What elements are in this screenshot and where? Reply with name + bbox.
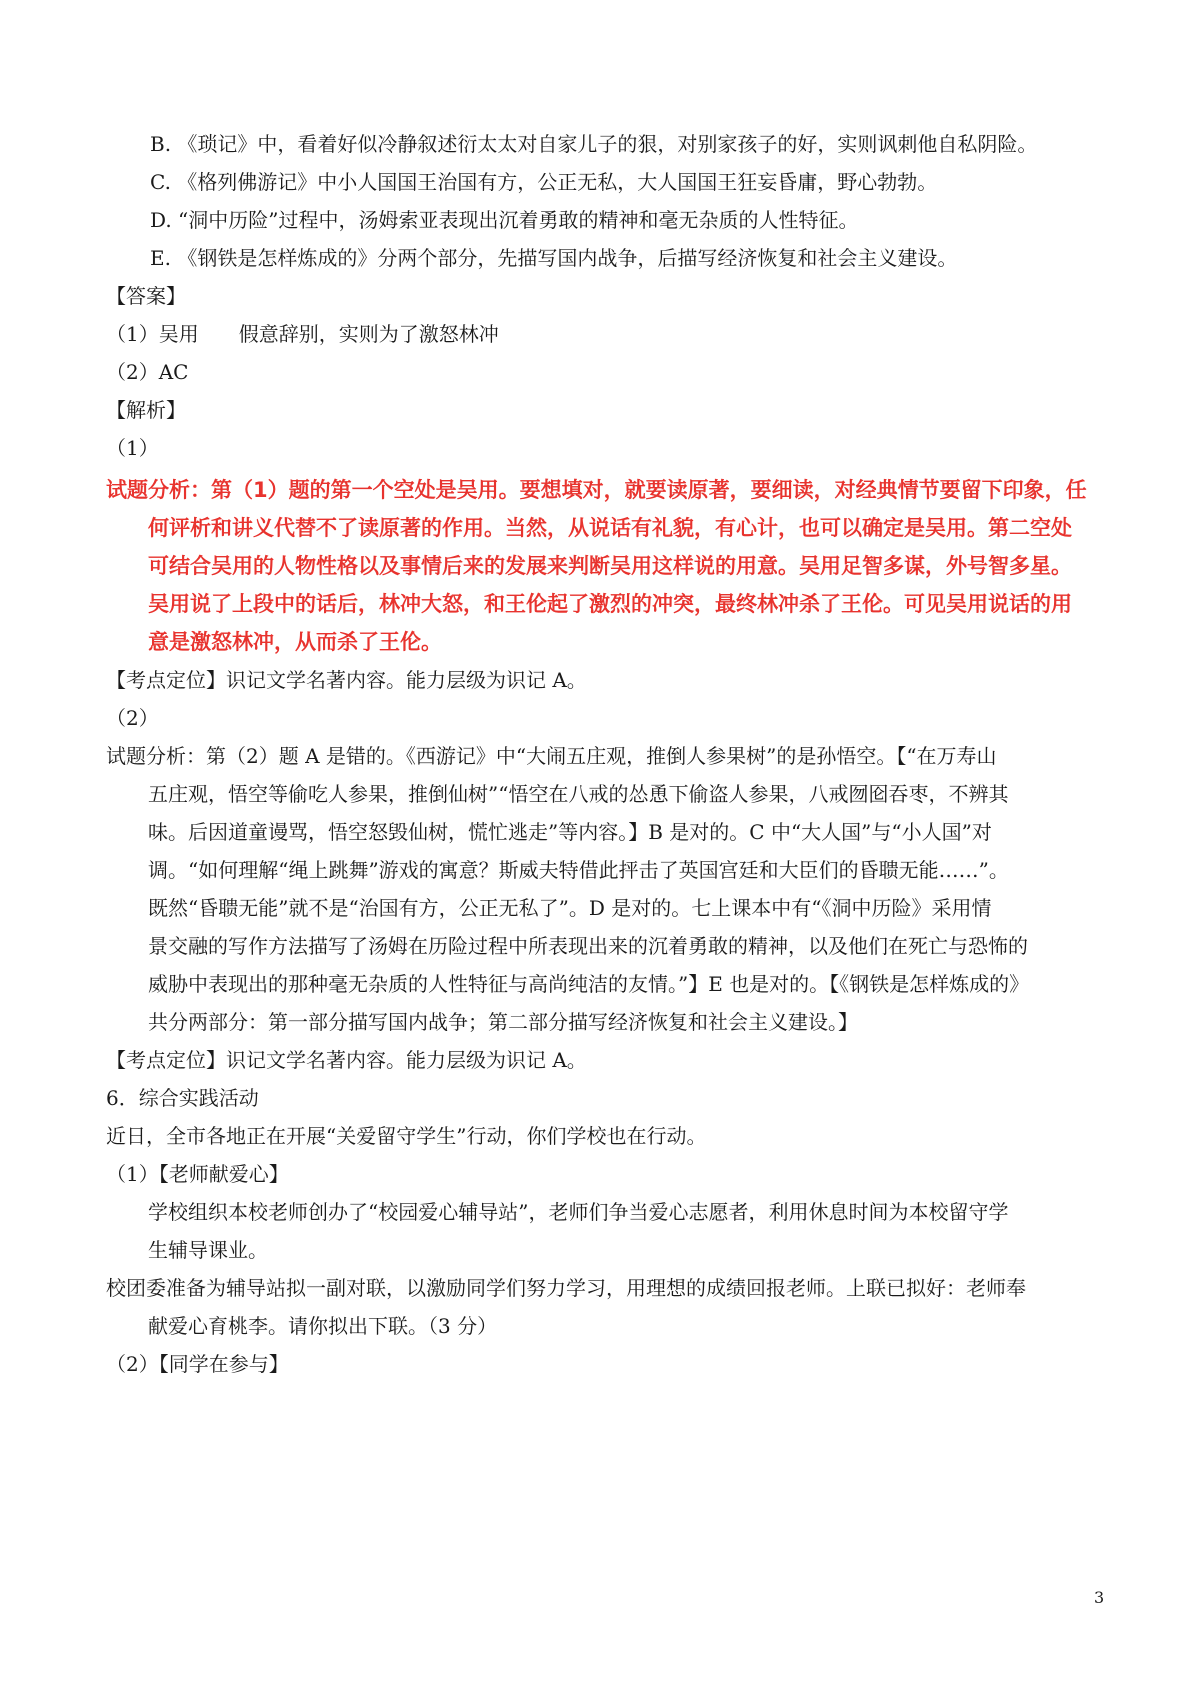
option-e: E. 《钢铁是怎样炼成的》分两个部分，先描写国内战争，后描写经济恢复和社会主义建设。 xyxy=(150,246,958,270)
analysis-1-line-3: 可结合吴用的人物性格以及事情后来的发展来判断吴用这样说的用意。吴用足智多谋，外号智多星。 xyxy=(148,554,1072,578)
option-b: B. 《琐记》中，看着好似冷静叙述衍太太对自家儿子的狠，对别家孩子的好，实则讽刺他自私阴险。 xyxy=(150,132,1038,156)
analysis-2-line-1: 试题分析：第（2）题 A 是错的。《西游记》中“大闹五庄观，推倒人参果树”的是孙悟空。【“在万寿山 xyxy=(106,744,997,768)
key-point-1: 【考点定位】识记文学名著内容。能力层级为识记 A。 xyxy=(106,668,587,692)
analysis-part-2-label: （2） xyxy=(106,706,159,730)
couplet-task-line-2: 献爱心育桃李。请你拟出下联。（3 分） xyxy=(148,1314,498,1338)
analysis-2-line-6: 景交融的写作方法描写了汤姆在历险过程中所表现出来的沉着勇敢的精神，以及他们在死亡与恐怖的 xyxy=(148,934,1028,958)
analysis-part-1-label: （1） xyxy=(106,436,159,460)
page-number: 3 xyxy=(1094,1588,1105,1607)
analysis-2-line-8: 共分两部分：第一部分描写国内战争；第二部分描写经济恢复和社会主义建设。】 xyxy=(148,1010,858,1034)
subsection-2-heading: （2）【同学在参与】 xyxy=(106,1352,289,1376)
analysis-2-line-4: 调。“如何理解“绳上跳舞”游戏的寓意？斯威夫特借此抨击了英国宫廷和大臣们的昏聩无能……”。 xyxy=(148,858,1009,882)
subsection-1-heading: （1）【老师献爱心】 xyxy=(106,1162,289,1186)
question-6-intro: 近日，全市各地正在开展“关爱留守学生”行动，你们学校也在行动。 xyxy=(106,1124,707,1148)
analysis-2-line-2: 五庄观，悟空等偷吃人参果，推倒仙树”“悟空在八戒的怂恿下偷盗人参果，八戒囫囵吞枣，不辨其 xyxy=(148,782,1009,806)
answer-2: （2）AC xyxy=(106,360,189,384)
option-d: D. “洞中历险”过程中，汤姆索亚表现出沉着勇敢的精神和毫无杂质的人性特征。 xyxy=(150,208,859,232)
option-c: C. 《格列佛游记》中小人国国王治国有方，公正无私，大人国国王狂妄昏庸，野心勃勃。 xyxy=(150,170,938,194)
analysis-2-line-7: 威胁中表现出的那种毫无杂质的人性特征与高尚纯洁的友情。”】E 也是对的。【《钢铁是怎样炼成的》 xyxy=(148,972,1030,996)
subsection-1-text-line-2: 生辅导课业。 xyxy=(148,1238,268,1262)
answer-1: （1）吴用 假意辞别，实则为了激怒林冲 xyxy=(106,322,499,346)
analysis-2-line-3: 味。后因道童谩骂，悟空怒毁仙树，慌忙逃走”等内容。】B 是对的。C 中“大人国”与“小人国”对 xyxy=(148,820,992,844)
analysis-1-line-5: 意是激怒林冲，从而杀了王伦。 xyxy=(148,630,442,654)
analysis-1-line-2: 何评析和讲义代替不了读原著的作用。当然，从说话有礼貌，有心计，也可以确定是吴用。第二空处 xyxy=(148,516,1072,540)
analysis-1-line-4: 吴用说了上段中的话后，林冲大怒，和王伦起了激烈的冲突，最终林冲杀了王伦。可见吴用说话的用 xyxy=(148,592,1072,616)
analysis-1-line-1: 试题分析：第（1）题的第一个空处是吴用。要想填对，就要读原著，要细读，对经典情节要留下印象，任 xyxy=(106,478,1087,502)
question-6-title: 6．综合实践活动 xyxy=(106,1086,259,1110)
key-point-2: 【考点定位】识记文学名著内容。能力层级为识记 A。 xyxy=(106,1048,587,1072)
couplet-task-line-1: 校团委准备为辅导站拟一副对联，以激励同学们努力学习，用理想的成绩回报老师。上联已拟好：老师奉 xyxy=(106,1276,1026,1300)
analysis-2-line-5: 既然“昏聩无能”就不是“治国有方，公正无私了”。D 是对的。七上课本中有“《洞中历险》采用情 xyxy=(148,896,992,920)
subsection-1-text-line-1: 学校组织本校老师创办了“校园爱心辅导站”，老师们争当爱心志愿者，利用休息时间为本校留守学 xyxy=(148,1200,1009,1224)
answer-heading: 【答案】 xyxy=(106,284,186,308)
analysis-heading: 【解析】 xyxy=(106,398,186,422)
